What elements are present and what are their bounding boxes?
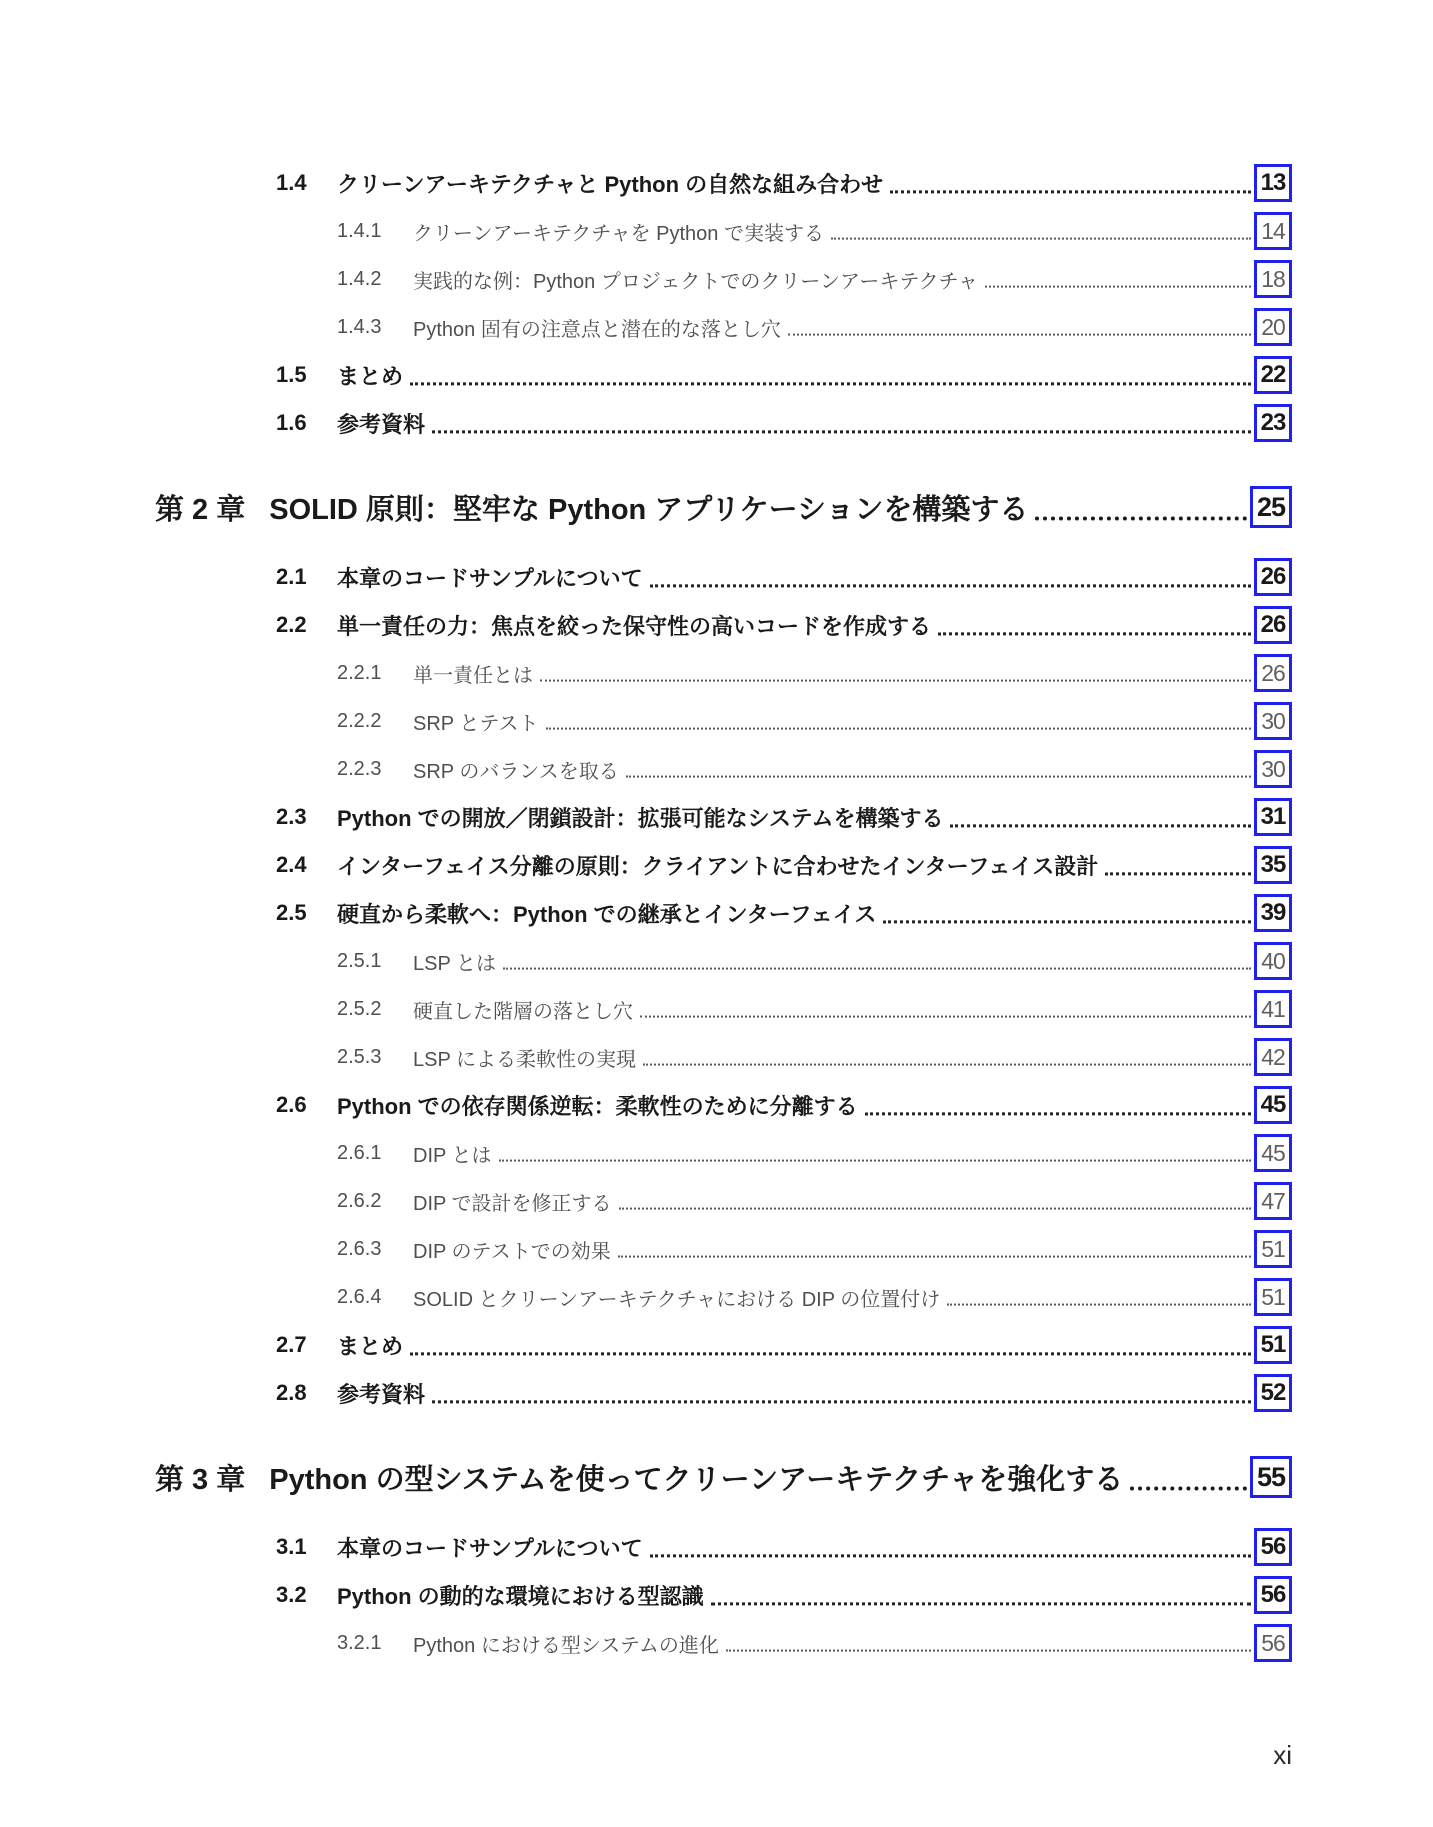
toc-entry-2.2 [155, 601, 1292, 649]
toc-entry-2.5.2 [155, 985, 1292, 1033]
toc-page-link[interactable]: 18 [1254, 260, 1292, 298]
leader-dots [410, 360, 1251, 385]
toc-entry-title: Python の型システムを使ってクリーンアーキテクチャを強化する [269, 1463, 1124, 1496]
toc-entry-2.8 [155, 1369, 1292, 1417]
leader-dots [540, 660, 1251, 682]
toc-page-link[interactable]: 26 [1254, 558, 1292, 596]
toc-entry-title: 硬直から柔軟へ：Python での継承とインターフェイス [337, 901, 877, 927]
table-of-contents [155, 159, 1292, 1667]
toc-page-link[interactable]: 30 [1254, 750, 1292, 788]
toc-page-link[interactable]: 56 [1254, 1624, 1292, 1662]
toc-entry-title: SRP のバランスを取る [413, 760, 619, 783]
toc-entry-number: 3.1 [276, 1534, 307, 1559]
toc-page-link[interactable]: 40 [1254, 942, 1292, 980]
toc-page-link[interactable]: 14 [1254, 212, 1292, 250]
toc-entry-title: 参考資料 [337, 1381, 426, 1407]
toc-entry-number: 2.6.1 [337, 1141, 382, 1164]
toc-entry-title: Python における型システムの進化 [413, 1634, 719, 1657]
toc-entry-number: 2.2.3 [337, 757, 382, 780]
leader-dots [432, 1378, 1251, 1403]
toc-page-link[interactable]: 55 [1250, 1456, 1292, 1498]
toc-entry-number: 1.4.1 [337, 219, 382, 242]
leader-dots [643, 1044, 1251, 1066]
toc-entry-1.5 [155, 351, 1292, 399]
toc-entry-number: 2.6.2 [337, 1189, 382, 1212]
leader-dots [410, 1330, 1251, 1355]
toc-entry-3.2.1 [155, 1619, 1292, 1667]
toc-entry-1.4.2 [155, 255, 1292, 303]
toc-entry-title: Python での依存関係逆転：柔軟性のために分離する [337, 1093, 858, 1119]
toc-entry-3.2 [155, 1571, 1292, 1619]
toc-entry-title: クリーンアーキテクチャを Python で実装する [413, 222, 824, 245]
toc-page-link[interactable]: 45 [1254, 1134, 1292, 1172]
toc-page-link[interactable]: 20 [1254, 308, 1292, 346]
toc-entry-2.2.2 [155, 697, 1292, 745]
toc-entry-3.1 [155, 1523, 1292, 1571]
leader-dots [1035, 487, 1247, 520]
toc-page-link[interactable]: 47 [1254, 1182, 1292, 1220]
toc-page-link[interactable]: 22 [1254, 356, 1292, 394]
toc-entry-number: 2.5.2 [337, 997, 382, 1020]
leader-dots [865, 1090, 1251, 1115]
leader-dots [985, 266, 1251, 288]
leader-dots [890, 168, 1251, 193]
toc-entry-number: 2.5.3 [337, 1045, 382, 1068]
toc-page-link[interactable]: 31 [1254, 798, 1292, 836]
toc-entry-number: 第 3 章 [155, 1463, 246, 1496]
toc-page-link[interactable]: 23 [1254, 404, 1292, 442]
toc-entry-2.6.1 [155, 1129, 1292, 1177]
toc-entry-number: 3.2.1 [337, 1631, 382, 1654]
toc-entry-title: 本章のコードサンプルについて [337, 565, 643, 591]
toc-entry-title: 硬直した階層の落とし穴 [413, 1000, 633, 1023]
leader-dots [938, 610, 1251, 635]
toc-entry-title: DIP で設計を修正する [413, 1192, 612, 1215]
toc-entry-2.5.1 [155, 937, 1292, 985]
toc-entry-3 [155, 1445, 1292, 1509]
toc-page-link[interactable]: 56 [1254, 1528, 1292, 1566]
toc-entry-2.2.1 [155, 649, 1292, 697]
toc-page-link[interactable]: 39 [1254, 894, 1292, 932]
toc-entry-title: Python の動的な環境における型認識 [337, 1583, 704, 1609]
toc-entry-2.1 [155, 553, 1292, 601]
toc-entry-title: 単一責任とは [413, 664, 533, 687]
toc-page-link[interactable]: 26 [1254, 654, 1292, 692]
toc-page-link[interactable]: 26 [1254, 606, 1292, 644]
toc-entry-2.2.3 [155, 745, 1292, 793]
toc-entry-title: 単一責任の力：焦点を絞った保守性の高いコードを作成する [337, 613, 932, 639]
toc-entry-title: インターフェイス分離の原則：クライアントに合わせたインターフェイス設計 [337, 853, 1099, 879]
toc-entry-1.4 [155, 159, 1292, 207]
leader-dots [1105, 850, 1251, 875]
leader-dots [619, 1188, 1251, 1210]
leader-dots [883, 898, 1251, 923]
leader-dots [546, 708, 1251, 730]
toc-entry-title: LSP による柔軟性の実現 [413, 1048, 636, 1071]
toc-entry-title: クリーンアーキテクチャと Python の自然な組み合わせ [337, 171, 884, 197]
leader-dots [499, 1140, 1251, 1162]
toc-entry-number: 2.5.1 [337, 949, 382, 972]
toc-page-link[interactable]: 52 [1254, 1374, 1292, 1412]
leader-dots [831, 218, 1251, 240]
toc-entry-number: 2.4 [276, 852, 307, 877]
leader-dots [726, 1630, 1251, 1652]
toc-entry-2.6 [155, 1081, 1292, 1129]
toc-entry-number: 2.6 [276, 1092, 307, 1117]
leader-dots [650, 1532, 1251, 1557]
toc-entry-number: 2.5 [276, 900, 307, 925]
toc-entry-title: 本章のコードサンプルについて [337, 1535, 643, 1561]
toc-page-link[interactable]: 41 [1254, 990, 1292, 1028]
leader-dots [626, 756, 1251, 778]
toc-entry-title: Python での開放／閉鎖設計：拡張可能なシステムを構築する [337, 805, 944, 831]
toc-page-link[interactable]: 51 [1254, 1326, 1292, 1364]
toc-page-link[interactable]: 25 [1250, 486, 1292, 528]
toc-entry-2.6.2 [155, 1177, 1292, 1225]
toc-entry-title: 実践的な例：Python プロジェクトでのクリーンアーキテクチャ [413, 270, 979, 293]
toc-entry-number: 2.2.1 [337, 661, 382, 684]
toc-entry-title: DIP とは [413, 1144, 492, 1167]
toc-entry-number: 2.2 [276, 612, 307, 637]
toc-entry-number: 2.8 [276, 1380, 307, 1405]
leader-dots [432, 408, 1251, 433]
toc-entry-number: 1.4 [276, 170, 307, 195]
toc-entry-2.5 [155, 889, 1292, 937]
toc-page-link[interactable]: 13 [1254, 164, 1292, 202]
toc-entry-title: まとめ [337, 363, 404, 389]
toc-entry-number: 1.4.2 [337, 267, 382, 290]
toc-page-link[interactable]: 45 [1254, 1086, 1292, 1124]
toc-page-link[interactable]: 51 [1254, 1278, 1292, 1316]
toc-entry-2.7 [155, 1321, 1292, 1369]
toc-entry-2 [155, 475, 1292, 539]
toc-entry-title: 参考資料 [337, 411, 426, 437]
leader-dots [947, 1284, 1251, 1306]
toc-entry-number: 第 2 章 [155, 493, 246, 526]
toc-entry-title: SOLID 原則：堅牢な Python アプリケーションを構築する [269, 493, 1029, 526]
toc-entry-number: 2.6.4 [337, 1285, 382, 1308]
toc-entry-number: 2.7 [276, 1332, 307, 1357]
footer-page-number: xi [1273, 1740, 1292, 1770]
toc-entry-1.4.3 [155, 303, 1292, 351]
toc-entry-1.6 [155, 399, 1292, 447]
toc-entry-number: 3.2 [276, 1582, 307, 1607]
toc-entry-number: 2.6.3 [337, 1237, 382, 1260]
toc-entry-title: SRP とテスト [413, 712, 539, 735]
leader-dots [650, 562, 1251, 587]
toc-entry-number: 2.1 [276, 564, 307, 589]
toc-entry-title: まとめ [337, 1333, 404, 1359]
leader-dots [788, 314, 1251, 336]
toc-entry-title: Python 固有の注意点と潜在的な落とし穴 [413, 318, 781, 341]
toc-entry-2.4 [155, 841, 1292, 889]
toc-entry-2.6.4 [155, 1273, 1292, 1321]
toc-page-link[interactable]: 30 [1254, 702, 1292, 740]
toc-entry-2.5.3 [155, 1033, 1292, 1081]
toc-entry-number: 2.3 [276, 804, 307, 829]
toc-entry-number: 1.6 [276, 410, 307, 435]
toc-entry-title: DIP のテストでの効果 [413, 1240, 611, 1263]
toc-page-link[interactable]: 35 [1254, 846, 1292, 884]
leader-dots [711, 1580, 1251, 1605]
toc-entry-number: 1.4.3 [337, 315, 382, 338]
toc-entry-title: SOLID とクリーンアーキテクチャにおける DIP の位置付け [413, 1288, 941, 1311]
toc-page-link[interactable]: 42 [1254, 1038, 1292, 1076]
toc-entry-2.6.3 [155, 1225, 1292, 1273]
toc-entry-1.4.1 [155, 207, 1292, 255]
toc-entry-number: 2.2.2 [337, 709, 382, 732]
toc-page-link[interactable]: 56 [1254, 1576, 1292, 1614]
toc-entry-2.3 [155, 793, 1292, 841]
leader-dots [950, 802, 1251, 827]
leader-dots [618, 1236, 1251, 1258]
leader-dots [640, 996, 1251, 1018]
toc-entry-number: 1.5 [276, 362, 307, 387]
leader-dots [503, 948, 1251, 970]
toc-page-link[interactable]: 51 [1254, 1230, 1292, 1268]
leader-dots [1130, 1457, 1247, 1490]
toc-entry-title: LSP とは [413, 952, 496, 975]
